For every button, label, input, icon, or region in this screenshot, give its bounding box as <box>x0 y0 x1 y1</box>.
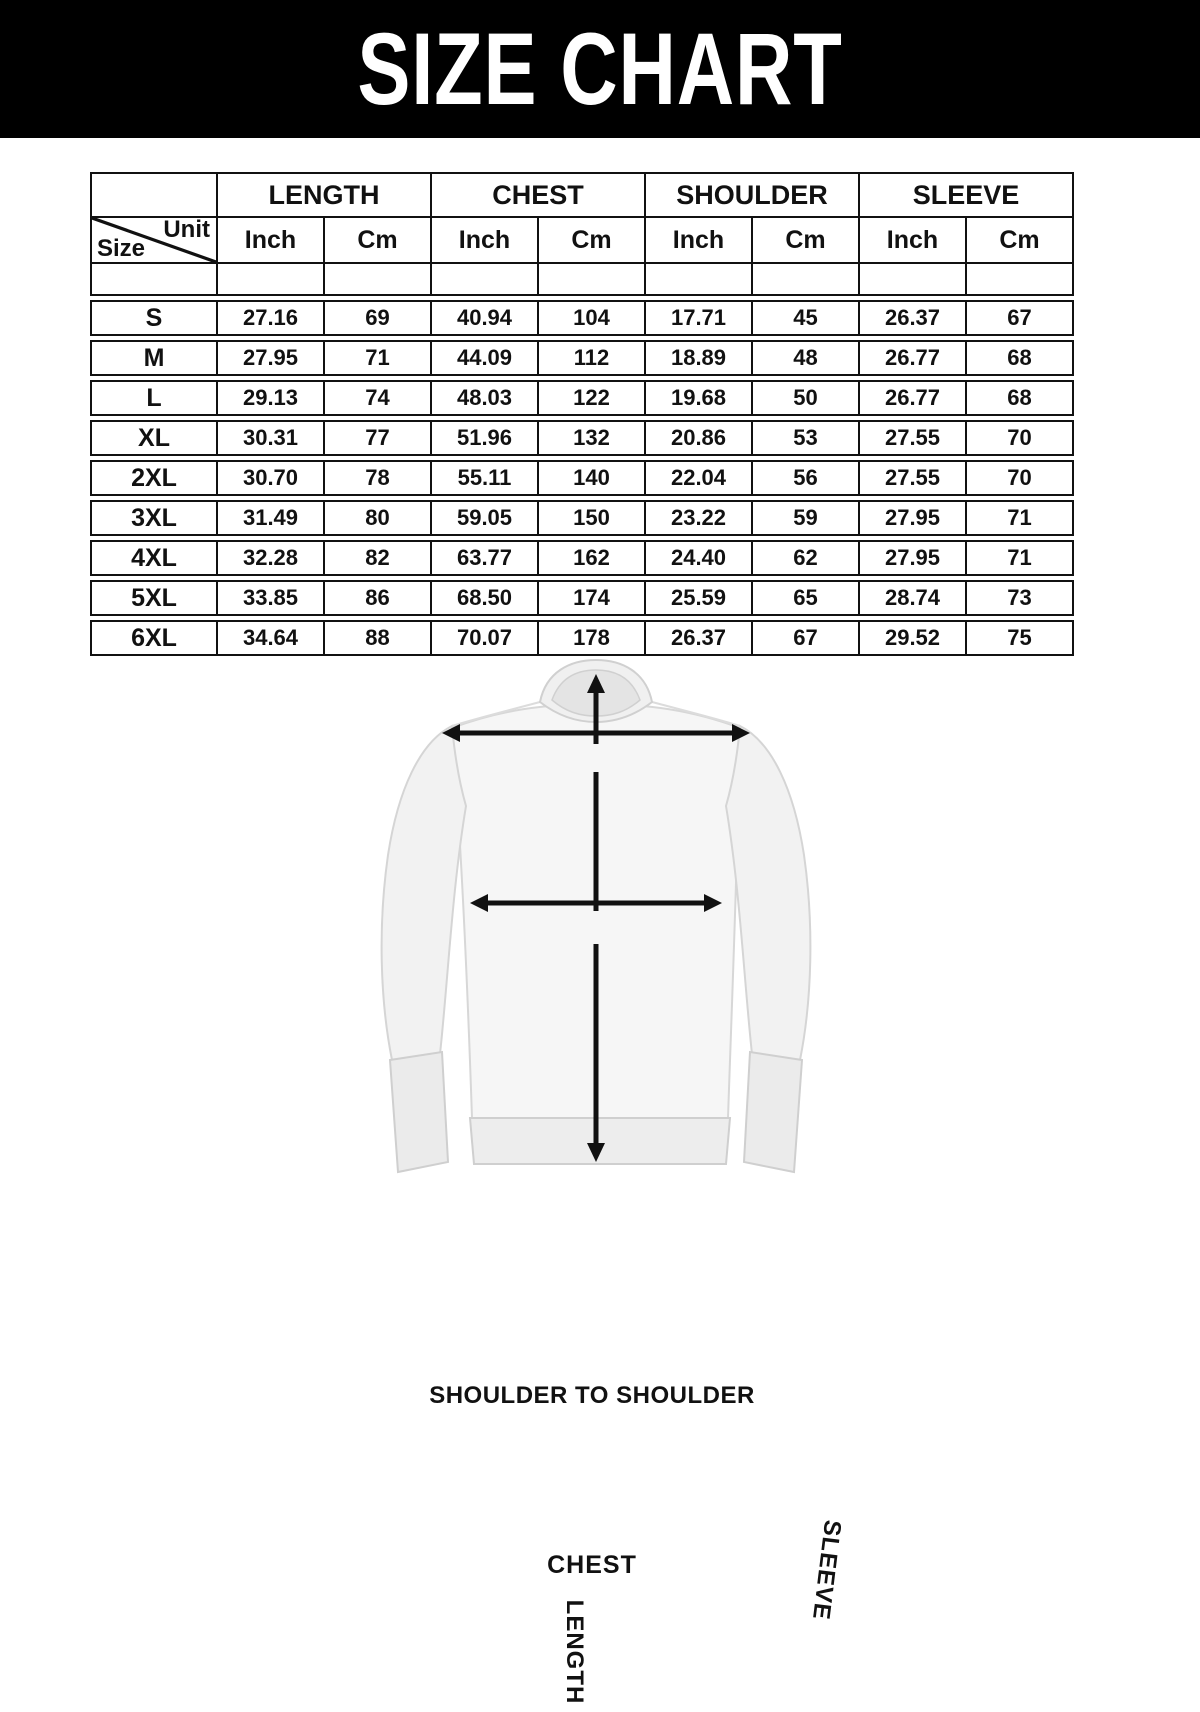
value-cell: 22.04 <box>644 460 753 496</box>
size-cell: XL <box>90 420 218 456</box>
value-cell: 70.07 <box>430 620 539 656</box>
value-cell: 33.85 <box>216 580 325 616</box>
value-cell: 30.31 <box>216 420 325 456</box>
value-cell: 150 <box>537 500 646 536</box>
spacer-cell <box>751 262 860 296</box>
chest-label: CHEST <box>547 1551 637 1579</box>
value-cell: 17.71 <box>644 300 753 336</box>
sweatshirt-waistband <box>470 1118 730 1164</box>
title-banner <box>0 0 1200 138</box>
value-cell: 26.77 <box>858 340 967 376</box>
group-header-chest: CHEST <box>430 172 646 218</box>
value-cell: 34.64 <box>216 620 325 656</box>
value-cell: 78 <box>323 460 432 496</box>
group-header-length: LENGTH <box>216 172 432 218</box>
value-cell: 56 <box>751 460 860 496</box>
unit-header: Cm <box>751 216 860 264</box>
table-row-m <box>90 340 1074 376</box>
table-row-s <box>90 300 1074 336</box>
value-cell: 71 <box>965 540 1074 576</box>
size-cell: 2XL <box>90 460 218 496</box>
value-cell: 77 <box>323 420 432 456</box>
value-cell: 71 <box>965 500 1074 536</box>
value-cell: 62 <box>751 540 860 576</box>
spacer-cell <box>537 262 646 296</box>
value-cell: 27.16 <box>216 300 325 336</box>
value-cell: 30.70 <box>216 460 325 496</box>
value-cell: 71 <box>323 340 432 376</box>
unit-header: Inch <box>430 216 539 264</box>
value-cell: 48.03 <box>430 380 539 416</box>
value-cell: 20.86 <box>644 420 753 456</box>
table-row-l <box>90 380 1074 416</box>
value-cell: 27.95 <box>858 540 967 576</box>
value-cell: 40.94 <box>430 300 539 336</box>
value-cell: 25.59 <box>644 580 753 616</box>
value-cell: 162 <box>537 540 646 576</box>
value-cell: 132 <box>537 420 646 456</box>
value-cell: 67 <box>751 620 860 656</box>
value-cell: 23.22 <box>644 500 753 536</box>
value-cell: 18.89 <box>644 340 753 376</box>
value-cell: 26.77 <box>858 380 967 416</box>
group-header-sleeve: SLEEVE <box>858 172 1074 218</box>
value-cell: 69 <box>323 300 432 336</box>
table-unit-header-row <box>90 216 1074 264</box>
value-cell: 27.55 <box>858 420 967 456</box>
table-spacer-row <box>90 262 1074 296</box>
group-header-shoulder: SHOULDER <box>644 172 860 218</box>
sleeve-label: SLEEVE <box>806 1518 847 1622</box>
sweatshirt-right-sleeve <box>726 726 810 1060</box>
value-cell: 26.37 <box>644 620 753 656</box>
value-cell: 32.28 <box>216 540 325 576</box>
table-row-xl <box>90 420 1074 456</box>
size-cell: L <box>90 380 218 416</box>
unit-header: Inch <box>216 216 325 264</box>
value-cell: 59 <box>751 500 860 536</box>
length-label: LENGTH <box>561 1599 588 1705</box>
table-group-header-row <box>90 172 1074 218</box>
table-row-3xl <box>90 500 1074 536</box>
table-row-4xl <box>90 540 1074 576</box>
table-row-5xl <box>90 580 1074 616</box>
value-cell: 122 <box>537 380 646 416</box>
value-cell: 28.74 <box>858 580 967 616</box>
shoulder-to-shoulder-label: SHOULDER TO SHOULDER <box>429 1382 755 1409</box>
measurement-diagram <box>0 640 1200 1705</box>
size-cell: 6XL <box>90 620 218 656</box>
value-cell: 19.68 <box>644 380 753 416</box>
value-cell: 68 <box>965 340 1074 376</box>
value-cell: 112 <box>537 340 646 376</box>
unit-size-corner-cell <box>90 216 218 264</box>
value-cell: 104 <box>537 300 646 336</box>
value-cell: 51.96 <box>430 420 539 456</box>
size-cell: 5XL <box>90 580 218 616</box>
size-cell: M <box>90 340 218 376</box>
value-cell: 68 <box>965 380 1074 416</box>
value-cell: 82 <box>323 540 432 576</box>
value-cell: 75 <box>965 620 1074 656</box>
unit-header: Cm <box>537 216 646 264</box>
value-cell: 74 <box>323 380 432 416</box>
unit-header: Cm <box>323 216 432 264</box>
value-cell: 27.95 <box>858 500 967 536</box>
value-cell: 26.37 <box>858 300 967 336</box>
value-cell: 63.77 <box>430 540 539 576</box>
corner-size-label: Size <box>97 235 146 262</box>
value-cell: 70 <box>965 460 1074 496</box>
table-row-2xl <box>90 460 1074 496</box>
value-cell: 24.40 <box>644 540 753 576</box>
value-cell: 140 <box>537 460 646 496</box>
value-cell: 50 <box>751 380 860 416</box>
value-cell: 29.52 <box>858 620 967 656</box>
value-cell: 53 <box>751 420 860 456</box>
sweatshirt-right-cuff <box>744 1052 802 1172</box>
corner-unit-label: Unit <box>163 216 210 243</box>
unit-header: Inch <box>644 216 753 264</box>
value-cell: 65 <box>751 580 860 616</box>
size-cell: 4XL <box>90 540 218 576</box>
value-cell: 31.49 <box>216 500 325 536</box>
spacer-cell <box>430 262 539 296</box>
unit-header: Cm <box>965 216 1074 264</box>
size-cell: S <box>90 300 218 336</box>
value-cell: 178 <box>537 620 646 656</box>
value-cell: 80 <box>323 500 432 536</box>
spacer-cell <box>858 262 967 296</box>
value-cell: 55.11 <box>430 460 539 496</box>
value-cell: 86 <box>323 580 432 616</box>
value-cell: 59.05 <box>430 500 539 536</box>
spacer-cell <box>644 262 753 296</box>
value-cell: 73 <box>965 580 1074 616</box>
unit-header: Inch <box>858 216 967 264</box>
size-cell: 3XL <box>90 500 218 536</box>
page-title: SIZE CHART <box>357 12 843 126</box>
sweatshirt-left-sleeve <box>382 726 466 1060</box>
value-cell: 45 <box>751 300 860 336</box>
value-cell: 27.95 <box>216 340 325 376</box>
value-cell: 44.09 <box>430 340 539 376</box>
value-cell: 29.13 <box>216 380 325 416</box>
spacer-cell <box>216 262 325 296</box>
sweatshirt-illustration <box>340 650 900 1190</box>
sweatshirt-left-cuff <box>390 1052 448 1172</box>
corner-blank-cell <box>90 172 218 218</box>
value-cell: 67 <box>965 300 1074 336</box>
spacer-cell <box>323 262 432 296</box>
size-table <box>90 172 1074 656</box>
value-cell: 48 <box>751 340 860 376</box>
value-cell: 70 <box>965 420 1074 456</box>
value-cell: 174 <box>537 580 646 616</box>
value-cell: 68.50 <box>430 580 539 616</box>
spacer-cell <box>90 262 218 296</box>
value-cell: 27.55 <box>858 460 967 496</box>
spacer-cell <box>965 262 1074 296</box>
value-cell: 88 <box>323 620 432 656</box>
